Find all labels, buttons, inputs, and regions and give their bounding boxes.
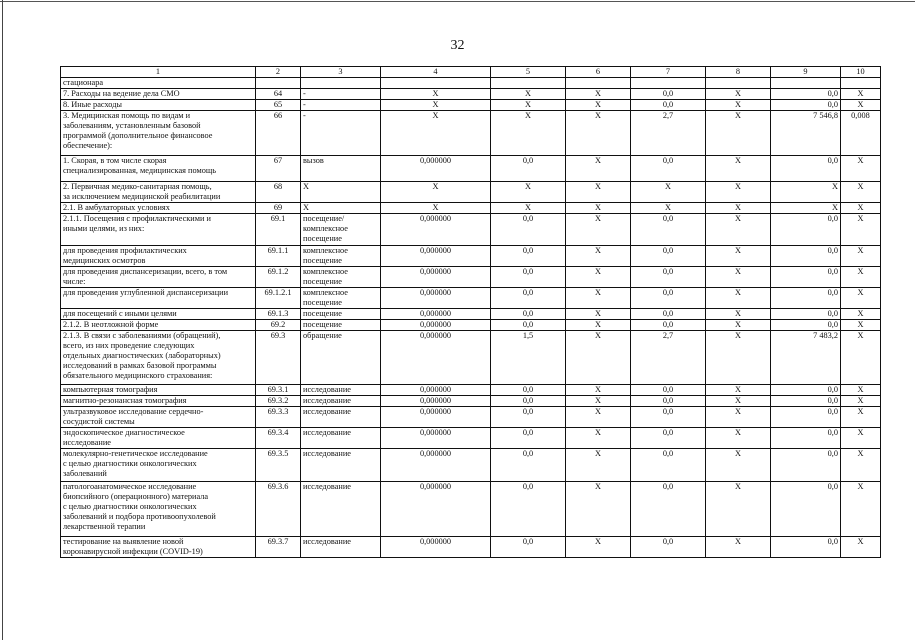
table-cell: посещение bbox=[301, 320, 381, 331]
table-cell: 0,0 bbox=[771, 156, 841, 182]
table-cell: 0,0 bbox=[631, 309, 706, 320]
table-cell: X bbox=[841, 100, 881, 111]
table-cell bbox=[706, 78, 771, 89]
table-cell: X bbox=[706, 288, 771, 309]
table-cell: 0,0 bbox=[631, 449, 706, 482]
row-label-cell: ультразвуковое исследование сердечно- сосудистой системы bbox=[61, 407, 256, 428]
table-cell: X bbox=[566, 331, 631, 385]
table-cell: 69.1.3 bbox=[256, 309, 301, 320]
table-cell: обращение bbox=[301, 331, 381, 385]
table-cell: 0,0 bbox=[491, 246, 566, 267]
table-row bbox=[61, 203, 881, 214]
table-cell: X bbox=[706, 203, 771, 214]
table-cell: X bbox=[566, 246, 631, 267]
left-border-line bbox=[2, 0, 3, 640]
table-cell: 0,0 bbox=[631, 267, 706, 288]
table-cell: X bbox=[491, 89, 566, 100]
row-label-cell: для проведения профилактических медицинских осмотров bbox=[61, 246, 256, 267]
row-label-cell: 2.1.1. Посещения с профилактическими и иными целями, из них: bbox=[61, 214, 256, 246]
column-number-cell: 5 bbox=[491, 67, 566, 78]
table-cell: 0,0 bbox=[771, 396, 841, 407]
row-label-cell: 7. Расходы на ведение дела СМО bbox=[61, 89, 256, 100]
column-number-cell: 6 bbox=[566, 67, 631, 78]
table-cell: X bbox=[566, 288, 631, 309]
table-cell: 64 bbox=[256, 89, 301, 100]
table-cell: 0,0 bbox=[771, 267, 841, 288]
table-cell: X bbox=[566, 428, 631, 449]
table-cell: X bbox=[841, 288, 881, 309]
table-cell: X bbox=[566, 396, 631, 407]
table-cell: 2,7 bbox=[631, 331, 706, 385]
table-cell: X bbox=[566, 309, 631, 320]
table-cell: посещение/ комплексное посещение bbox=[301, 214, 381, 246]
table-cell: X bbox=[706, 182, 771, 203]
table-cell: 0,000000 bbox=[381, 331, 491, 385]
table-cell: X bbox=[841, 309, 881, 320]
table-row bbox=[61, 100, 881, 111]
table-row bbox=[61, 111, 881, 156]
table-cell: X bbox=[566, 407, 631, 428]
table-cell: 0,0 bbox=[491, 396, 566, 407]
table-row bbox=[61, 214, 881, 246]
row-label-cell: 2.1. В амбулаторных условиях bbox=[61, 203, 256, 214]
column-number-cell: 9 bbox=[771, 67, 841, 78]
table-cell: X bbox=[301, 182, 381, 203]
table-cell: X bbox=[841, 267, 881, 288]
table-cell: X bbox=[631, 182, 706, 203]
table-cell: 69.3.2 bbox=[256, 396, 301, 407]
row-label-cell: компьютерная томография bbox=[61, 385, 256, 396]
table-cell: 69.1.2.1 bbox=[256, 288, 301, 309]
table-cell: 0,0 bbox=[491, 309, 566, 320]
table-cell: исследование bbox=[301, 385, 381, 396]
table-cell: X bbox=[301, 203, 381, 214]
table-cell: 0,000000 bbox=[381, 156, 491, 182]
row-label-cell: 2. Первичная медико-санитарная помощь, за исключением медицинской реабилитации bbox=[61, 182, 256, 203]
table-cell: 0,0 bbox=[631, 246, 706, 267]
table-cell: 0,0 bbox=[771, 309, 841, 320]
table-cell bbox=[491, 78, 566, 89]
table-cell: 7 546,8 bbox=[771, 111, 841, 156]
table-cell: 0,000000 bbox=[381, 537, 491, 558]
table-cell: X bbox=[841, 482, 881, 537]
table-cell: исследование bbox=[301, 428, 381, 449]
table-cell: 2,7 bbox=[631, 111, 706, 156]
table-cell: 0,0 bbox=[491, 214, 566, 246]
table-cell: - bbox=[301, 111, 381, 156]
table-cell: 0,0 bbox=[771, 246, 841, 267]
row-label-cell: 1. Скорая, в том числе скорая специализированная, медицинская помощь bbox=[61, 156, 256, 182]
table-cell: 0,0 bbox=[771, 537, 841, 558]
column-number-cell: 7 bbox=[631, 67, 706, 78]
table-row bbox=[61, 396, 881, 407]
table-cell: X bbox=[706, 246, 771, 267]
table-cell: 0,0 bbox=[771, 288, 841, 309]
table-cell: X bbox=[706, 214, 771, 246]
table-cell: 0,0 bbox=[491, 288, 566, 309]
table-cell: X bbox=[566, 267, 631, 288]
table-cell: 0,0 bbox=[491, 267, 566, 288]
table-cell: X bbox=[381, 182, 491, 203]
row-label-cell: тестирование на выявление новой коронавирусной инфекции (COVID-19) bbox=[61, 537, 256, 558]
table-cell: X bbox=[841, 396, 881, 407]
table-row bbox=[61, 331, 881, 385]
table-cell: X bbox=[706, 331, 771, 385]
table-cell: 0,0 bbox=[491, 482, 566, 537]
row-label-cell: для посещений с иными целями bbox=[61, 309, 256, 320]
table-cell: X bbox=[841, 407, 881, 428]
table-cell: 0,000000 bbox=[381, 428, 491, 449]
table-cell: X bbox=[841, 89, 881, 100]
table-cell: 0,008 bbox=[841, 111, 881, 156]
table-cell: 68 bbox=[256, 182, 301, 203]
table-cell: 0,0 bbox=[491, 320, 566, 331]
column-number-cell: 10 bbox=[841, 67, 881, 78]
table-cell: 0,0 bbox=[771, 320, 841, 331]
table-cell: 0,0 bbox=[771, 89, 841, 100]
table-cell: 0,0 bbox=[491, 537, 566, 558]
table-cell: 0,0 bbox=[771, 449, 841, 482]
row-label-cell: для проведения диспансеризации, всего, в том числе: bbox=[61, 267, 256, 288]
table-cell: 0,000000 bbox=[381, 267, 491, 288]
table-cell: 0,0 bbox=[771, 428, 841, 449]
table-cell: X bbox=[841, 182, 881, 203]
table-row bbox=[61, 288, 881, 309]
row-label-cell: эндоскопическое диагностическое исследование bbox=[61, 428, 256, 449]
table-cell: 0,0 bbox=[631, 407, 706, 428]
table-cell: исследование bbox=[301, 407, 381, 428]
table-cell: - bbox=[301, 100, 381, 111]
table-cell: 0,000000 bbox=[381, 396, 491, 407]
column-number-cell: 4 bbox=[381, 67, 491, 78]
table-cell: X bbox=[771, 203, 841, 214]
table-cell: X bbox=[841, 537, 881, 558]
table-cell: 69.3 bbox=[256, 331, 301, 385]
table-row bbox=[61, 449, 881, 482]
table-cell: 0,000000 bbox=[381, 385, 491, 396]
table-cell: 0,0 bbox=[631, 214, 706, 246]
table-cell: X bbox=[631, 203, 706, 214]
table-cell: 0,0 bbox=[631, 320, 706, 331]
table-cell: X bbox=[706, 267, 771, 288]
table-cell bbox=[381, 78, 491, 89]
table-cell: X bbox=[841, 428, 881, 449]
table-cell: X bbox=[706, 89, 771, 100]
table-cell: X bbox=[706, 396, 771, 407]
table-cell: исследование bbox=[301, 537, 381, 558]
table-cell: исследование bbox=[301, 482, 381, 537]
table-cell: 69.1.1 bbox=[256, 246, 301, 267]
table-cell: 0,0 bbox=[491, 156, 566, 182]
table-cell: 0,0 bbox=[631, 156, 706, 182]
table-cell: X bbox=[841, 214, 881, 246]
table-cell: X bbox=[491, 203, 566, 214]
table-cell bbox=[256, 78, 301, 89]
table-cell: 65 bbox=[256, 100, 301, 111]
table-cell: 69.1 bbox=[256, 214, 301, 246]
table-cell: 69.3.6 bbox=[256, 482, 301, 537]
table-cell: X bbox=[381, 89, 491, 100]
table-cell: X bbox=[566, 320, 631, 331]
table-cell: X bbox=[841, 331, 881, 385]
table-row bbox=[61, 428, 881, 449]
table-cell: 0,000000 bbox=[381, 246, 491, 267]
table-cell: 0,0 bbox=[771, 482, 841, 537]
column-number-cell: 2 bbox=[256, 67, 301, 78]
table-cell: X bbox=[706, 111, 771, 156]
table-cell: X bbox=[566, 537, 631, 558]
table-cell: 0,0 bbox=[631, 100, 706, 111]
data-table bbox=[60, 66, 881, 558]
table-cell: 0,0 bbox=[491, 428, 566, 449]
table-cell: X bbox=[566, 385, 631, 396]
table-cell: X bbox=[841, 320, 881, 331]
table-cell: 69.3.7 bbox=[256, 537, 301, 558]
table-cell: 69.2 bbox=[256, 320, 301, 331]
table-cell: X bbox=[491, 111, 566, 156]
table-cell: X bbox=[491, 182, 566, 203]
table-cell: X bbox=[841, 246, 881, 267]
table-cell: 69.3.1 bbox=[256, 385, 301, 396]
table-row bbox=[61, 537, 881, 558]
row-label-cell: молекулярно-генетическое исследование с целью диагностики онкологических заболеваний bbox=[61, 449, 256, 482]
table-cell: комплексное посещение bbox=[301, 267, 381, 288]
row-label-cell: 8. Иные расходы bbox=[61, 100, 256, 111]
table-row bbox=[61, 246, 881, 267]
table-cell: 0,0 bbox=[491, 449, 566, 482]
table-cell: исследование bbox=[301, 396, 381, 407]
table-row bbox=[61, 482, 881, 537]
table-cell: 0,0 bbox=[771, 100, 841, 111]
table-cell: X bbox=[381, 100, 491, 111]
table-cell: X bbox=[566, 203, 631, 214]
table-cell: 0,0 bbox=[491, 407, 566, 428]
table-cell: 0,0 bbox=[631, 385, 706, 396]
table-cell: 69.3.4 bbox=[256, 428, 301, 449]
table-row bbox=[61, 385, 881, 396]
table-cell: X bbox=[706, 537, 771, 558]
table-cell: 0,000000 bbox=[381, 482, 491, 537]
row-label-cell: патологоанатомическое исследование биопсийного (операционного) материала с целью диагностики онкологических заболеваний и подбора противоопухолевой лекарственной терапии bbox=[61, 482, 256, 537]
table-row bbox=[61, 309, 881, 320]
table-cell: X bbox=[841, 385, 881, 396]
table-cell: 69.3.5 bbox=[256, 449, 301, 482]
table-cell bbox=[771, 78, 841, 89]
table-cell: X bbox=[381, 111, 491, 156]
table-row bbox=[61, 407, 881, 428]
column-number-cell: 1 bbox=[61, 67, 256, 78]
table-cell: X bbox=[491, 100, 566, 111]
table-cell: 67 bbox=[256, 156, 301, 182]
table-row bbox=[61, 182, 881, 203]
table-cell bbox=[631, 78, 706, 89]
table-cell bbox=[841, 78, 881, 89]
row-label-cell: стационара bbox=[61, 78, 256, 89]
row-label-cell: 2.1.2. В неотложной форме bbox=[61, 320, 256, 331]
table-cell: 0,000000 bbox=[381, 309, 491, 320]
table-cell: X bbox=[566, 89, 631, 100]
table-cell: X bbox=[706, 482, 771, 537]
header-row bbox=[61, 67, 881, 78]
table-cell: 0,0 bbox=[771, 214, 841, 246]
table-cell: 0,000000 bbox=[381, 288, 491, 309]
page-number: 32 bbox=[450, 38, 465, 53]
table-cell: X bbox=[771, 182, 841, 203]
table-cell: X bbox=[566, 214, 631, 246]
table-cell: X bbox=[566, 449, 631, 482]
table-cell bbox=[566, 78, 631, 89]
table-row bbox=[61, 89, 881, 100]
table-cell: 66 bbox=[256, 111, 301, 156]
table-cell: посещение bbox=[301, 309, 381, 320]
table-cell: 7 483,2 bbox=[771, 331, 841, 385]
table-cell: 0,0 bbox=[631, 428, 706, 449]
table-cell: X bbox=[841, 156, 881, 182]
column-number-cell: 3 bbox=[301, 67, 381, 78]
table-cell: X bbox=[566, 156, 631, 182]
table-cell: 0,000000 bbox=[381, 214, 491, 246]
row-label-cell: для проведения углубленной диспансеризации bbox=[61, 288, 256, 309]
table-row bbox=[61, 267, 881, 288]
table-cell: комплексное посещение bbox=[301, 246, 381, 267]
table-cell: 0,0 bbox=[631, 482, 706, 537]
table-cell: X bbox=[706, 156, 771, 182]
table-cell: X bbox=[841, 203, 881, 214]
column-number-cell: 8 bbox=[706, 67, 771, 78]
table-cell: 0,0 bbox=[631, 288, 706, 309]
table-cell: X bbox=[566, 482, 631, 537]
table-cell: 1,5 bbox=[491, 331, 566, 385]
table-row bbox=[61, 320, 881, 331]
table-cell: X bbox=[706, 320, 771, 331]
table-cell: 0,0 bbox=[491, 385, 566, 396]
table-cell: X bbox=[706, 428, 771, 449]
table-cell: X bbox=[381, 203, 491, 214]
table-cell: 69.3.3 bbox=[256, 407, 301, 428]
table-cell: исследование bbox=[301, 449, 381, 482]
table-cell: 0,0 bbox=[631, 89, 706, 100]
table-row bbox=[61, 78, 881, 89]
top-border-line bbox=[0, 1, 915, 2]
table-cell: 0,0 bbox=[771, 385, 841, 396]
table-cell: вызов bbox=[301, 156, 381, 182]
table-row bbox=[61, 156, 881, 182]
table-cell: X bbox=[841, 449, 881, 482]
table-cell: 0,0 bbox=[631, 537, 706, 558]
table-cell: X bbox=[706, 309, 771, 320]
table-cell bbox=[301, 78, 381, 89]
row-label-cell: магнитно-резонансная томография bbox=[61, 396, 256, 407]
table-cell: 0,0 bbox=[771, 407, 841, 428]
table-cell: X bbox=[566, 111, 631, 156]
table-cell: 0,000000 bbox=[381, 320, 491, 331]
table-cell: X bbox=[706, 100, 771, 111]
table-cell: комплексное посещение bbox=[301, 288, 381, 309]
row-label-cell: 3. Медицинская помощь по видам и заболеваниям, установленным базовой программой (дополнительное финансовое обеспечение): bbox=[61, 111, 256, 156]
table-cell: X bbox=[566, 182, 631, 203]
table-cell: X bbox=[706, 385, 771, 396]
table-cell: 0,0 bbox=[631, 396, 706, 407]
table-cell: 69.1.2 bbox=[256, 267, 301, 288]
table-cell: X bbox=[706, 407, 771, 428]
table-cell: X bbox=[566, 100, 631, 111]
table-cell: 0,000000 bbox=[381, 407, 491, 428]
row-label-cell: 2.1.3. В связи с заболеваниями (обращений), всего, из них проведение следующих отдельных диагностических (лабораторных) исследований в рамках базовой программы обязательного медицинского страхования: bbox=[61, 331, 256, 385]
table-cell: - bbox=[301, 89, 381, 100]
table-cell: X bbox=[706, 449, 771, 482]
table-cell: 69 bbox=[256, 203, 301, 214]
table-cell: 0,000000 bbox=[381, 449, 491, 482]
